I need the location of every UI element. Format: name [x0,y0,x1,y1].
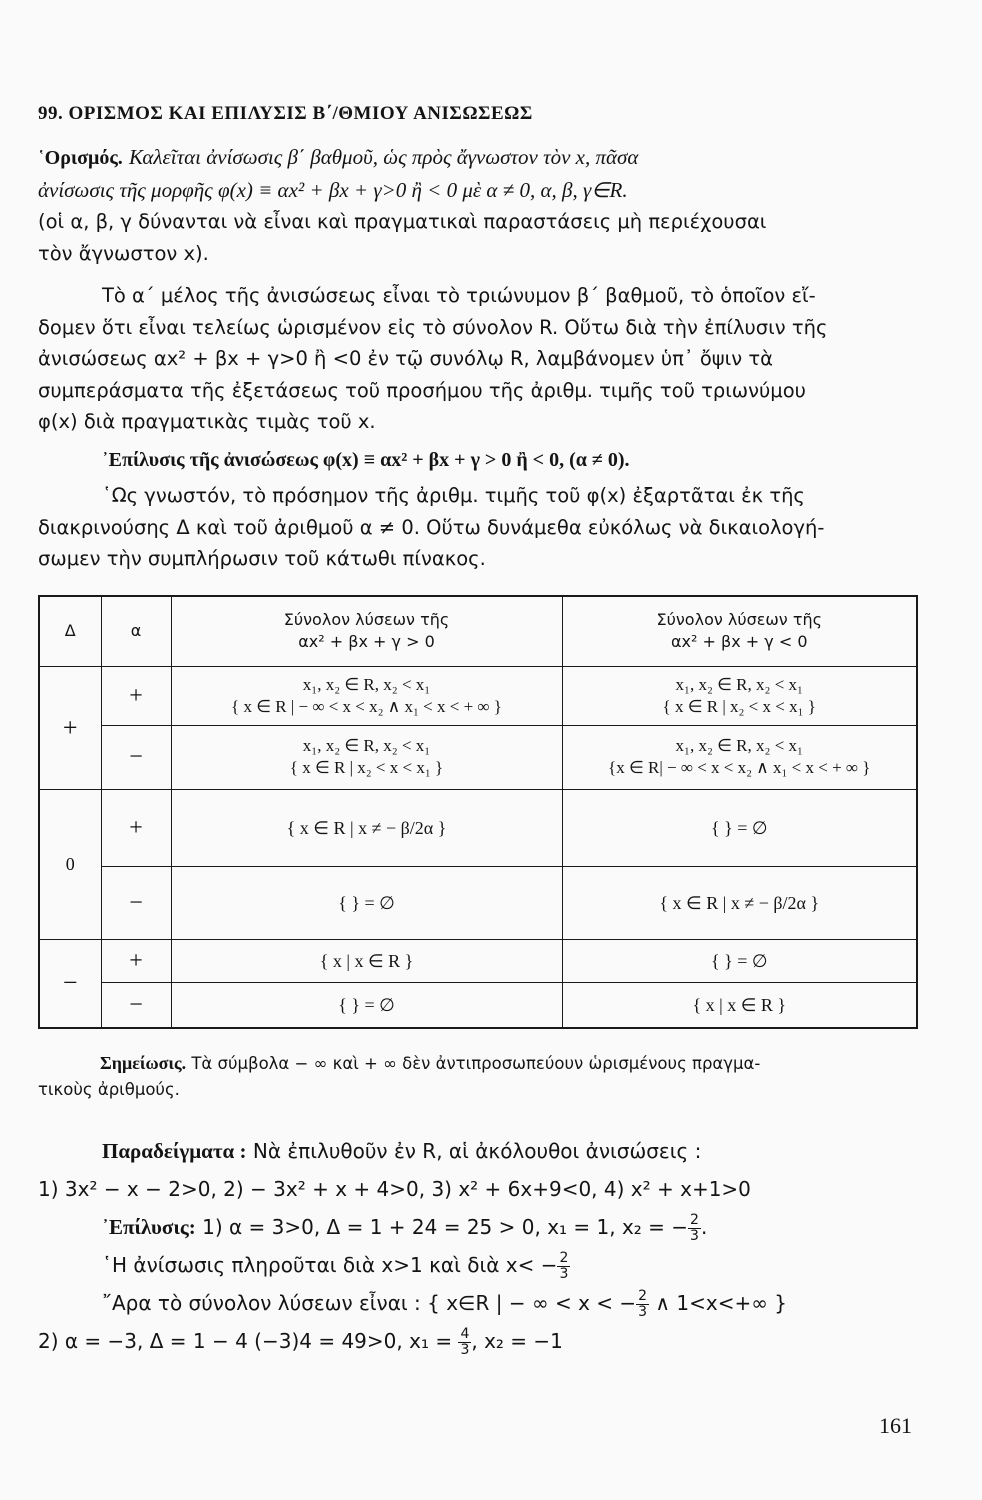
solution-set: { x ∈ R | x₂ < x < x₁ } [662,697,816,717]
note-label: Σημείωσις. [100,1053,187,1073]
header-positive-expr: αx² + βx + γ > 0 [298,632,435,652]
note-text: Τὰ σύμβολα − ∞ καὶ + ∞ δὲν ἀντιπροσωπεύουν ὡρισμένους πραγμα- [191,1054,761,1073]
alpha-cell: − [101,726,171,790]
solution-roots: x₁, x₂ ∈ R, x₂ < x₁ [675,675,803,695]
negative-solution-cell: { } = ∅ [562,939,917,982]
header-negative [562,596,917,666]
definition-paragraph [38,142,918,269]
table-row [39,939,917,982]
delta-negative: − [39,939,101,1028]
delta-zero: 0 [39,789,101,939]
alpha-cell: − [101,982,171,1028]
alpha-cell: + [101,789,171,866]
paragraph1-line-5: φ(x) διὰ πραγματικὰς τιμὰς τοῦ x. [38,410,376,433]
examples-heading-text: Νὰ ἐπιλυθοῦν ἐν R, αἱ ἀκόλουθοι ἀνισώσεις : [252,1139,702,1163]
solution-roots: x₁, x₂ ∈ R, x₂ < x₁ [302,736,431,756]
header-negative-title: Σύνολον λύσεων τῆς [656,610,822,630]
paragraph1-line-2: δομεν ὅτι εἶναι τελείως ὡρισμένον εἰς τὸ σύνολον R. Οὕτω διὰ τὴν ἐπίλυσιν τῆς [38,315,828,339]
body-paragraph-2 [38,480,918,575]
negative-solution-cell [562,726,917,790]
header-negative-expr: αx² + βx + γ < 0 [671,632,808,652]
fraction-2-3: $\frac{2}{3}$ [559,1250,569,1282]
paragraph2-line-3: σωμεν τὴν συμπλήρωσιν τοῦ κάτωθι πίνακος. [38,547,486,570]
fraction-2-3: $\frac{2}{3}$ [690,1212,699,1244]
table-row [39,726,917,790]
definition-line-4: τὸν ἄγνωστον x). [38,241,209,265]
solution-set: { x ∈ R | − ∞ < x < x₂ ∧ x₁ < x < + ∞ } [231,697,502,717]
positive-solution-cell: { } = ∅ [171,982,562,1028]
section-heading: 99. ΟΡΙΣΜΟΣ ΚΑΙ ΕΠΙΛΥΣΙΣ Β΄/ΘΜΙΟΥ ΑΝΙΣΩΣΕΩΣ [38,103,533,124]
solution-2-line [38,1322,928,1360]
solution-1-text: 1) α = 3>0, Δ = 1 + 24 = 25 > 0, x₁ = 1, x₂ = − [202,1215,689,1239]
inequality-holds-text: ῾Η ἀνίσωσις πληροῦται διὰ x>1 καὶ διὰ x< − [102,1253,558,1277]
examples-list: 1) 3x² − x − 2>0, 2) − 3x² + x + 4>0, 3) x² + 6x+9<0, 4) x² + x+1>0 [38,1177,751,1201]
fraction-4-3: $\frac{4}{3}$ [460,1326,470,1358]
note [38,1050,920,1103]
definition-line-1 [38,142,918,175]
alpha-cell: − [101,867,171,940]
note-line-2: τικοὺς ἀριθμούς. [38,1080,180,1099]
solution-1-line: ᾿Επίλυσις: 1) α = 3>0, Δ = 1 + 24 = 25 > 0, x₁ = 1, x₂ = − $\frac{2}{3}$ . [102,1212,708,1244]
definition-line-2: ἀνίσωσις τῆς μορφῆς φ(x) ≡ αx² + βx + γ>0 ἢ < 0 μὲ α ≠ 0, α, β, γ∈R. [38,177,628,202]
fraction-2-3: $\frac{2}{3}$ [638,1288,648,1320]
paragraph1-line-4: συμπεράσματα τῆς ἐξετάσεως τοῦ προσήμου τῆς ἀριθμ. τιμῆς τοῦ τριωνύμου [38,378,806,402]
definition-text-1: Καλεῖται ἀνίσωσις β΄ βαθμοῦ, ὡς πρὸς ἄγνωστον τὸν x, πᾶσα [128,145,639,169]
table-row [39,982,917,1028]
table-row [39,789,917,866]
header-alpha: α [101,596,171,666]
examples-section [38,1132,928,1360]
solution-2-text-b: , x₂ = −1 [471,1329,563,1353]
header-delta: Δ [39,596,101,666]
paragraph1-line-3: ἀνισώσεως αx² + βx + γ>0 ἢ <0 ἐν τῷ συνόλῳ R, λαμβάνομεν ὑπ᾿ ὄψιν τὰ [38,347,773,370]
positive-solution-cell: { x ∈ R | x ≠ − β/2α } [171,789,562,866]
examples-heading [38,1132,928,1170]
definition-label: ῾Ορισμός. [38,147,123,169]
negative-solution-cell: { } = ∅ [562,789,917,866]
solution-roots: x₁, x₂ ∈ R, x₂ < x₁ [302,675,431,695]
solution-heading: ᾿Επίλυσις τῆς ἀνισώσεως φ(x) ≡ αx² + βx + γ > 0 ἢ < 0, (α ≠ 0). [102,449,630,471]
positive-solution-cell: { x | x ∈ R } [171,939,562,982]
solution-2-text-a: 2) α = −3, Δ = 1 − 4 (−3)4 = 49>0, x₁ = [38,1329,459,1353]
negative-solution-cell: { x ∈ R | x ≠ − β/2α } [562,867,917,940]
solution-label: ᾿Επίλυσις: [102,1215,196,1239]
solution-set: { x ∈ R | x₂ < x < x₁ } [289,758,444,778]
solution-set-text-b: ∧ 1<x<+∞ } [655,1291,787,1315]
solution-set: {x ∈ R| − ∞ < x < x₂ ∧ x₁ < x < + ∞ } [608,758,871,778]
solutions-table [38,595,918,1029]
table-row [39,666,917,725]
definition-line-3: (οἱ α, β, γ δύνανται νὰ εἶναι καὶ πραγματικαὶ παραστάσεις μὴ περιέχουσαι [38,210,767,233]
paragraph1-line-1: Τὸ α΄ μέλος τῆς ἀνισώσεως εἶναι τὸ τριώνυμον β΄ βαθμοῦ, τὸ ὁποῖον εἴ- [102,284,816,307]
note-line-1 [100,1050,920,1077]
table-row [39,867,917,940]
inequality-holds-line [38,1246,928,1284]
delta-positive: + [39,666,101,789]
body-paragraph-1 [38,280,918,438]
alpha-cell: + [101,939,171,982]
alpha-cell: + [101,666,171,725]
positive-solution-cell [171,666,562,725]
solution-set-line [38,1284,928,1322]
header-positive [171,596,562,666]
solution-roots: x₁, x₂ ∈ R, x₂ < x₁ [675,736,803,756]
negative-solution-cell: { x | x ∈ R } [562,982,917,1028]
positive-solution-cell: { } = ∅ [171,867,562,940]
header-positive-title: Σύνολον λύσεων τῆς [283,610,450,630]
examples-label: Παραδείγματα : [102,1139,247,1163]
page-number: 161 [879,1413,912,1438]
table-header-row [39,596,917,666]
positive-solution-cell [171,726,562,790]
paragraph2-line-2: διακρινούσης Δ καὶ τοῦ ἀριθμοῦ α ≠ 0. Οὕτω δυνάμεθα εὐκόλως νὰ δικαιολογή- [38,515,825,539]
solution-set-text-a: ῎Αρα τὸ σύνολον λύσεων εἶναι : { x∈R | − ∞ < x < − [102,1291,637,1315]
negative-solution-cell [562,666,917,725]
paragraph2-line-1: ῾Ως γνωστόν, τὸ πρόσημον τῆς ἀριθμ. τιμῆς τοῦ φ(x) ἐξαρτᾶται ἐκ τῆς [102,484,805,507]
